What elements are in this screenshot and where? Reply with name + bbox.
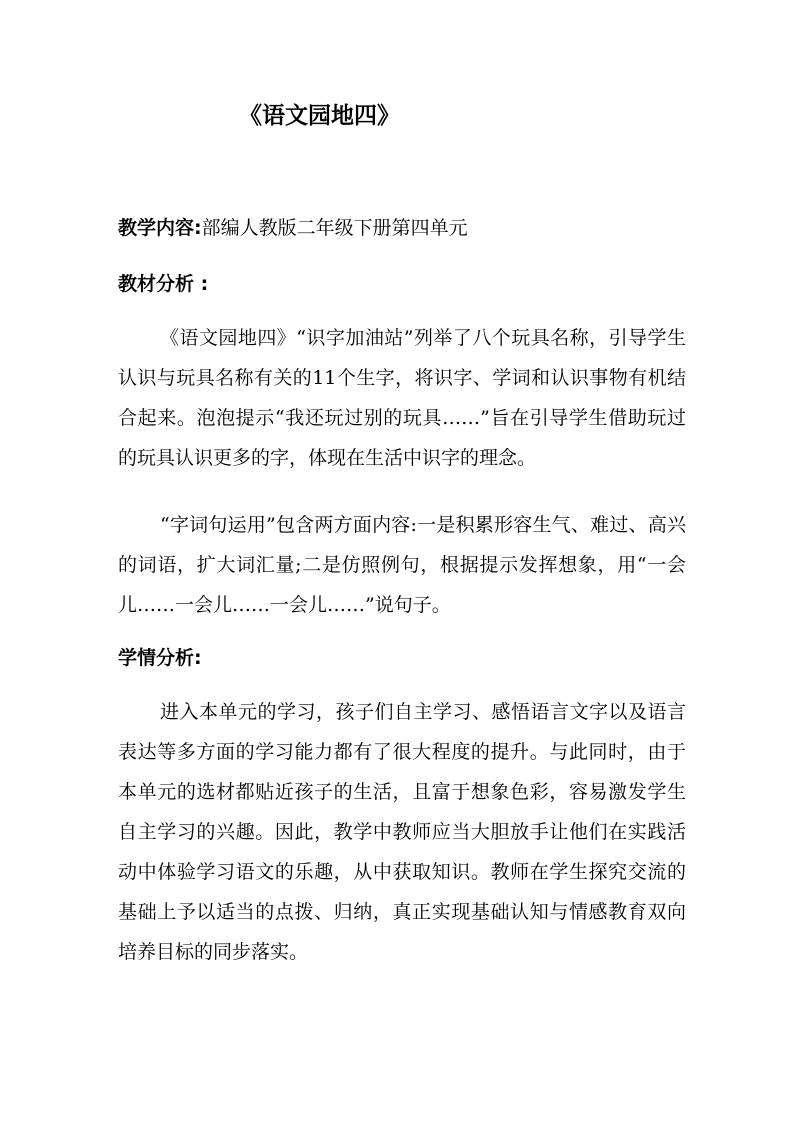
material-analysis-paragraph: “字词句运用”包含两方面内容:一是积累形容生气、难过、高兴的词语，扩大词汇量;二是仿照例句，根据提示发挥想象，用“一会儿……一会儿……一会儿……”说句子。 [118, 514, 686, 616]
teaching-content-value: 部编人教版二年级下册第四单元 [201, 217, 468, 239]
student-analysis-paragraph: 进入本单元的学习，孩子们自主学习、感悟语言文字以及语言表达等多方面的学习能力都有了很大程度的提升。与此同时，由于本单元的选材都贴近孩子的生活，且富于想象色彩，容易激发学生自主学习的兴趣。因此，教学中教师应当大胆放手让他们在实践活动中体验学习语文的乐趣，从中获取知识。教师在学生探究交流的基础上予以适当的点拨、归纳，真正实现基础认知与情感教育双向培养目标的同步落实。 [118, 701, 686, 963]
teaching-content-label: 教学内容: [118, 217, 202, 239]
student-analysis-label: 学情分析: [118, 647, 202, 669]
teaching-content-line [118, 214, 683, 242]
material-analysis-label: 教材分析 : [118, 273, 209, 295]
material-analysis-paragraph: 《语文园地四》“识字加油站”列举了八个玩具名称，引导学生认识与玩具名称有关的11个生字，将识字、学词和认识事物有机结合起来。泡泡提示“我还玩过别的玩具……”旨在引导学生借助玩过的玩具认识更多的字，体现在生活中识字的理念。 [118, 327, 686, 469]
student-analysis-heading [118, 644, 683, 672]
material-analysis-heading [118, 270, 683, 298]
document-title: 《语文园地四》 [239, 103, 400, 129]
